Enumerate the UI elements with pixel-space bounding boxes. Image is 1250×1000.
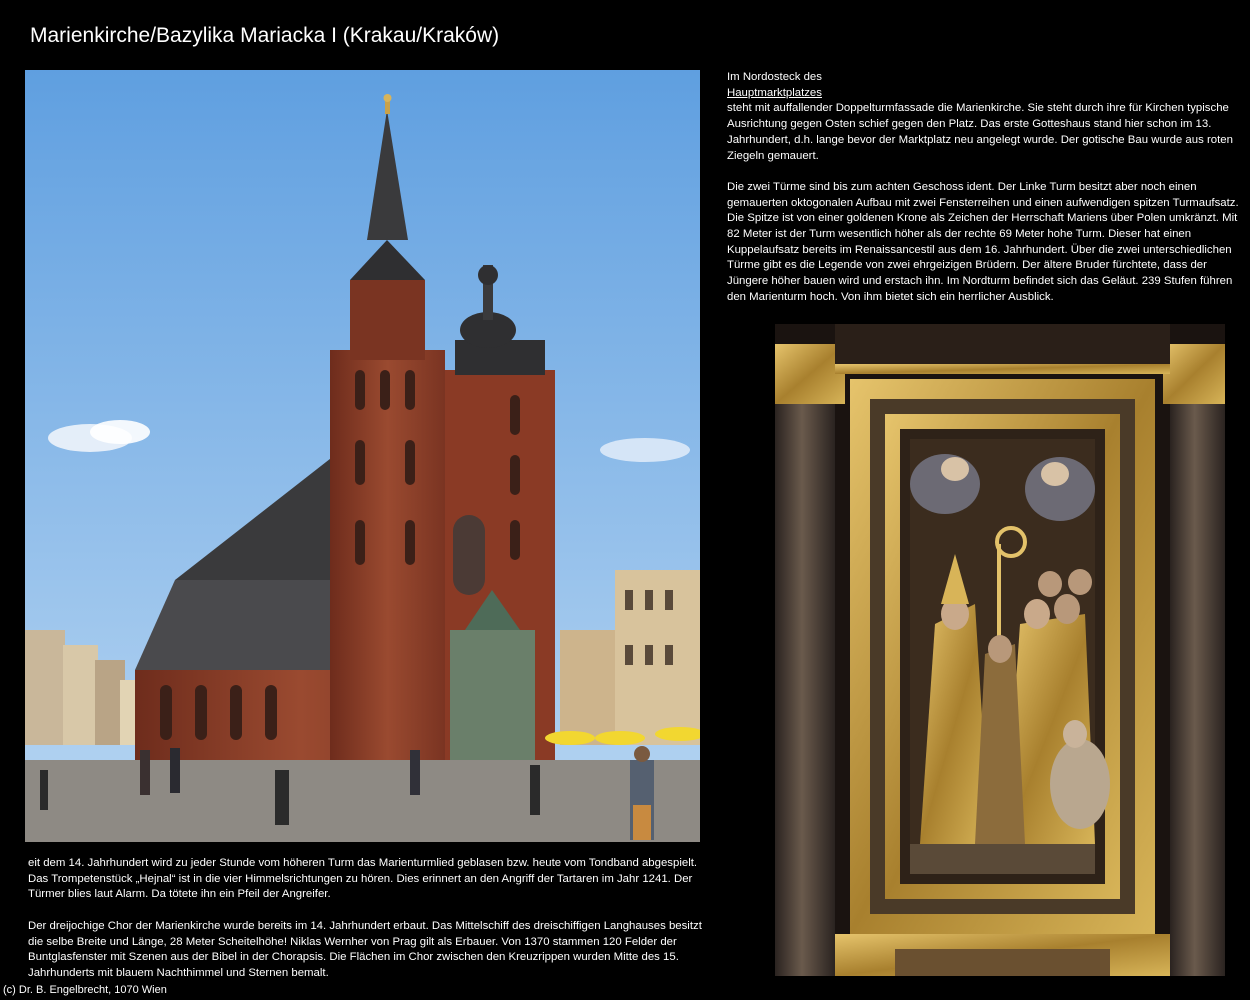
towers-paragraph: Die zwei Türme sind bis zum achten Geschoss ident. Der Linke Turm besitzt aber noch einen gemauerten oktogonalen Aufbau mit zwei Fensterreihen und einen aufwendigen spitzen Turmaufsatz. Die Spitze ist von einer goldenen Krone als Zeichen der Herrschaft Mariens über Polen umkränzt. Mit 82 Meter ist der Turm wesentlich höher als der rechte 69 Meter hohe Turm. Dieser hat einen Kuppelaufsatz bereits im Renaissancestil aus dem 16. Jahrhundert. Über die zwei unterschiedlichen Türme gibt es die Legende von zwei ehrgeizigen Brüdern. Der ältere Bruder fürchtete, dass der Jüngere höher bauen wird und erstach ihn. Im Nordturm befindet sich das Geläut. 239 Stufen führen den Marienturm hoch. Von ihm bietet sich ein herrlicher Ausblick. bbox=[727, 180, 1239, 303]
copyright-notice: (c) Dr. B. Engelbrecht, 1070 Wien bbox=[3, 984, 167, 996]
hejnal-paragraph: eit dem 14. Jahrhundert wird zu jeder Stunde vom höheren Turm das Marienturmlied geblasen bzw. heute vom Tondband abgespielt. Das Trompetenstück „Hejnal“ ist in die vier Himmelsrichtungen zu hören. Dies erinnert an den Angriff der Tartaren im Jahr 1241. Der Türmer blies laut Alarm. Da tötete ihn ein Pfeil der Angreifer. bbox=[28, 857, 698, 901]
church-photo[interactable] bbox=[25, 70, 700, 842]
description-right bbox=[727, 70, 1242, 306]
intro-text: Im Nordosteck des bbox=[727, 71, 822, 83]
description-bottom bbox=[28, 856, 708, 982]
altar-photo[interactable] bbox=[775, 324, 1225, 976]
church-image bbox=[25, 70, 700, 842]
page-title: Marienkirche/Bazylika Mariacka I (Krakau/Kraków) bbox=[30, 24, 500, 47]
intro-paragraph: steht mit auffallender Doppelturmfassade die Marienkirche. Sie steht durch ihre für Kirchen typische Ausrichtung gegen Osten schief gegen den Platz. Das erste Gotteshaus stand hier schon im 13. Jahrhundert, d.h. lange bevor der Marktplatz neu angelegt wurde. Der gotische Bau wurde aus roten Ziegeln gemauert. bbox=[727, 102, 1233, 162]
altar-image bbox=[775, 324, 1225, 976]
choir-paragraph: Der dreijochige Chor der Marienkirche wurde bereits im 14. Jahrhundert erbaut. Das Mittelschiff des dreischiffigen Langhauses besitzt die selbe Breite und Länge, 28 Meter Scheitelhöhe! Niklas Wernher von Prag gilt als Erbauer. Von 1370 stammen 120 Felder der Buntglasfenster mit Szenen aus der Bibel in der Chorapsis. Die Flächen im Chor zwischen den Kreuzrippen wurden Mitte des 15. Jahrhunderts mit blauem Nachthimmel und Sternen bemalt. bbox=[28, 919, 702, 979]
hauptmarktplatz-link[interactable]: Hauptmarktplatzes bbox=[727, 86, 822, 99]
